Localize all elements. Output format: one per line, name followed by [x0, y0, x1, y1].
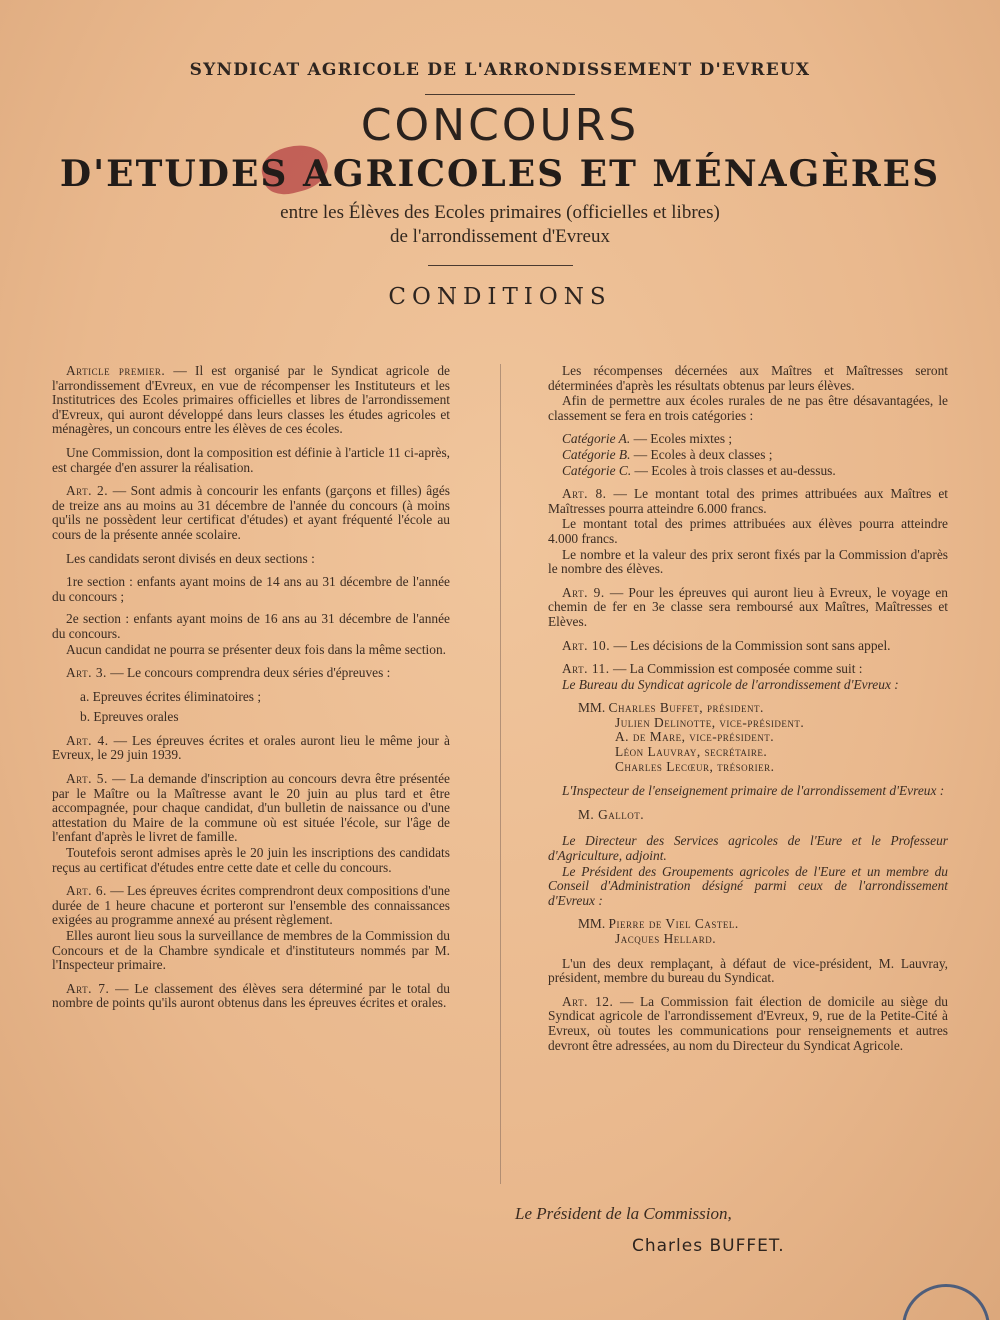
article-8-text: — Le montant total des primes attribuées aux Maîtres et Maîtresses pourra atteindre 6.000 francs.: [548, 486, 949, 516]
syndicat-heading: SYNDICAT AGRICOLE DE L'ARRONDISSEMENT D'EVREUX: [189, 60, 811, 80]
list-item: b. Epreuves orales: [80, 709, 179, 725]
header-rule-2: [428, 265, 573, 266]
signature-name: Charles BUFFET.: [632, 1236, 785, 1256]
category-b: [548, 448, 948, 463]
article-10-label: Art. 10.: [562, 637, 611, 653]
article-4-label: Art. 4.: [66, 732, 109, 748]
conditions-heading: CONDITIONS: [388, 283, 612, 310]
article-6: [52, 884, 450, 928]
article-11: [548, 662, 948, 677]
article-2-text: — Sont admis à concourir les enfants (garçons et filles) âgés de treize ans au moins au 31 décembre de l'année du concours (à moins qu'ils ne possèdent leur certificat d'études) et ayant fréquenté l'école au cours de la présente année scolaire.: [52, 483, 450, 542]
article-3-label: Art. 3.: [66, 665, 107, 681]
article-11-text: — La Commission est composée comme suit :: [612, 661, 863, 677]
mm-prefix: MM.: [578, 700, 606, 716]
inspecteur-name: M. Gallot.: [578, 806, 645, 822]
article-9-label: Art. 9.: [562, 584, 605, 600]
member: [578, 701, 948, 716]
bureau-heading: Le Bureau du Syndicat agricole de l'arrondissement d'Evreux :: [562, 676, 899, 692]
paragraph: Le nombre et la valeur des prix seront fixés par la Commission d'après le nombre des élèves.: [548, 546, 948, 577]
article-9: [548, 586, 948, 630]
subtitle-line-2: de l'arrondissement d'Evreux: [389, 225, 610, 247]
category-c: [548, 464, 948, 479]
article-5-label: Art. 5.: [66, 771, 108, 787]
paragraph: Elles auront lieu sous la surveillance de membres de la Commission du Concours et de la Chambre syndicale et d'instituteurs nommés par M. l'Inspecteur primaire.: [52, 928, 450, 973]
member: Charles Lecœur, trésorier.: [615, 758, 775, 774]
article-3-text: — Le concours comprendra deux séries d'épreuves :: [110, 665, 391, 681]
signature-title: Le Président de la Commission,: [515, 1204, 732, 1223]
article-4-text: — Les épreuves écrites et orales auront lieu le même jour à Evreux, le 29 juin 1939.: [52, 732, 450, 763]
member-name: Pierre de Viel Castel.: [608, 916, 739, 932]
article-1-text: — Il est organisé par le Syndicat agricole de l'arrondissement d'Evreux, en vue de récompenser les Instituteurs et les Institutrices des Ecoles primaires officielles et libres de l'arrondissement d'Evreux, qui auront développé dans leurs classes les études agricoles et ménagères, un concours entre les élèves de ces écoles.: [52, 363, 450, 437]
article-8: [548, 487, 948, 516]
library-stamp: [902, 1284, 990, 1320]
directeur-line: Le Directeur des Services agricoles de l'Eure et le Professeur d'Agriculture, adjoint.: [548, 833, 948, 864]
bureau-members: [548, 701, 948, 774]
article-6-label: Art. 6.: [66, 883, 107, 899]
article-6-text: — Les épreuves écrites comprendront deux compositions d'une durée de 1 heure chacune et porteront sur l'ensemble des connaissances exigées au programme annexé au présent règlement.: [52, 883, 450, 928]
mm-prefix: MM.: [578, 916, 606, 932]
paragraph: Toutefois seront admises après le 20 juin les inscriptions des candidats reçus au certificat d'études entre cette date et celle du concours.: [52, 845, 450, 875]
member-name: Charles Buffet, président.: [608, 700, 764, 716]
article-12-text: — La Commission fait élection de domicile au siège du Syndicat agricole de l'arrondissement d'Evreux, 9, rue de la Petite-Cité à Evreux, où toutes les communications pour renseignements et autres devront être adressées, au nom du Directeur du Syndicat Agricole.: [548, 993, 948, 1053]
page-title: CONCOURS: [360, 100, 640, 151]
article-7-label: Art. 7.: [66, 980, 110, 996]
category-a: [548, 432, 948, 447]
article-10-text: — Les décisions de la Commission sont sans appel.: [613, 637, 891, 653]
article-9-text: — Pour les épreuves qui auront lieu à Evreux, le voyage en chemin de fer en 3e classe sera remboursé aux Maîtres, Maîtresses et Elèves.: [548, 584, 948, 629]
article-5-text: — La demande d'inscription au concours devra être présentée par le Maître ou la Maîtresse avant le 20 juin au plus tard et être accompagnée, pour chaque candidat, d'un bulletin de naissance ou d'une attestation du Maire de la commune où est située l'école, sur l'âge de l'enfant d'après le livret de famille.: [52, 771, 450, 845]
category-c-text: — Ecoles à trois classes et au-dessus.: [634, 462, 836, 478]
subtitle-line-1: entre les Élèves des Ecoles primaires (officielles et libres): [280, 202, 720, 224]
article-5: [52, 772, 450, 845]
president-groupements: Le Président des Groupements agricoles de l'Eure et un membre du Conseil d'Administration désigné parmi ceux de l'arrondissement d'Evreux :: [548, 863, 948, 908]
inspecteur-heading: L'Inspecteur de l'enseignement primaire de l'arrondissement d'Evreux :: [562, 783, 945, 799]
member: A. de Mare, vice-président.: [615, 729, 775, 745]
category-b-text: — Ecoles à deux classes ;: [633, 446, 773, 462]
right-column: [548, 364, 948, 1062]
article-4: [52, 734, 450, 763]
member: Julien Delinotte, vice-président.: [615, 714, 805, 730]
article-11-label: Art. 11.: [562, 661, 610, 677]
article-8-label: Art. 8.: [562, 486, 607, 502]
article-2-label: Art. 2.: [66, 483, 109, 499]
category-b-label: Catégorie B.: [562, 446, 631, 462]
paragraph: Le montant total des primes attribuées aux élèves pourra atteindre 4.000 francs.: [548, 516, 948, 546]
paragraph: 2e section : enfants ayant moins de 16 ans au 31 décembre de l'année du concours.: [52, 611, 450, 641]
paragraph: Les candidats seront divisés en deux sections :: [66, 550, 315, 566]
paragraph: L'un des deux remplaçant, à défaut de vice-président, M. Lauvray, président, membre du bureau du Syndicat.: [548, 955, 948, 986]
category-c-label: Catégorie C.: [562, 462, 632, 478]
paragraph: Afin de permettre aux écoles rurales de ne pas être désavantagées, le classement se fera en trois catégories :: [548, 393, 948, 423]
article-7-text: — Le classement des élèves sera déterminé par le total du nombre de points qu'ils auront obtenus dans les épreuves écrites et orales.: [52, 980, 450, 1011]
article-1: [52, 364, 450, 437]
article-12: [548, 995, 948, 1053]
member: [578, 917, 948, 932]
paragraph: Une Commission, dont la composition est définie à l'article 11 ci-après, est chargée d'en assurer la réalisation.: [52, 444, 450, 475]
left-column: [52, 364, 450, 1020]
article-7: [52, 982, 450, 1011]
member: Léon Lauvray, secrétaire.: [615, 744, 768, 760]
list-item: a. Epreuves écrites éliminatoires ;: [80, 688, 262, 704]
member: Jacques Hellard.: [615, 931, 717, 946]
category-a-label: Catégorie A.: [562, 431, 631, 447]
groupements-members: [548, 917, 948, 946]
paragraph: Les récompenses décernées aux Maîtres et Maîtresses seront déterminées d'après les résultats obtenus par leurs élèves.: [548, 363, 948, 393]
article-10: [548, 639, 948, 654]
paragraph: 1re section : enfants ayant moins de 14 ans au 31 décembre de l'année du concours ;: [52, 574, 450, 604]
categories-list: [548, 432, 948, 478]
article-2: [52, 484, 450, 542]
header: [0, 60, 1000, 310]
article-3: [52, 666, 450, 681]
article-12-label: Art. 12.: [562, 993, 614, 1009]
article-3-list: [52, 690, 450, 725]
article-1-label: Article premier.: [66, 363, 166, 378]
column-divider: [500, 364, 501, 1184]
paragraph: Aucun candidat ne pourra se présenter deux fois dans la même section.: [66, 641, 447, 657]
header-rule: [425, 94, 575, 95]
category-a-text: — Ecoles mixtes ;: [633, 431, 733, 447]
page-subtitle: D'ETUDES AGRICOLES ET MÉNAGÈRES: [59, 153, 941, 196]
